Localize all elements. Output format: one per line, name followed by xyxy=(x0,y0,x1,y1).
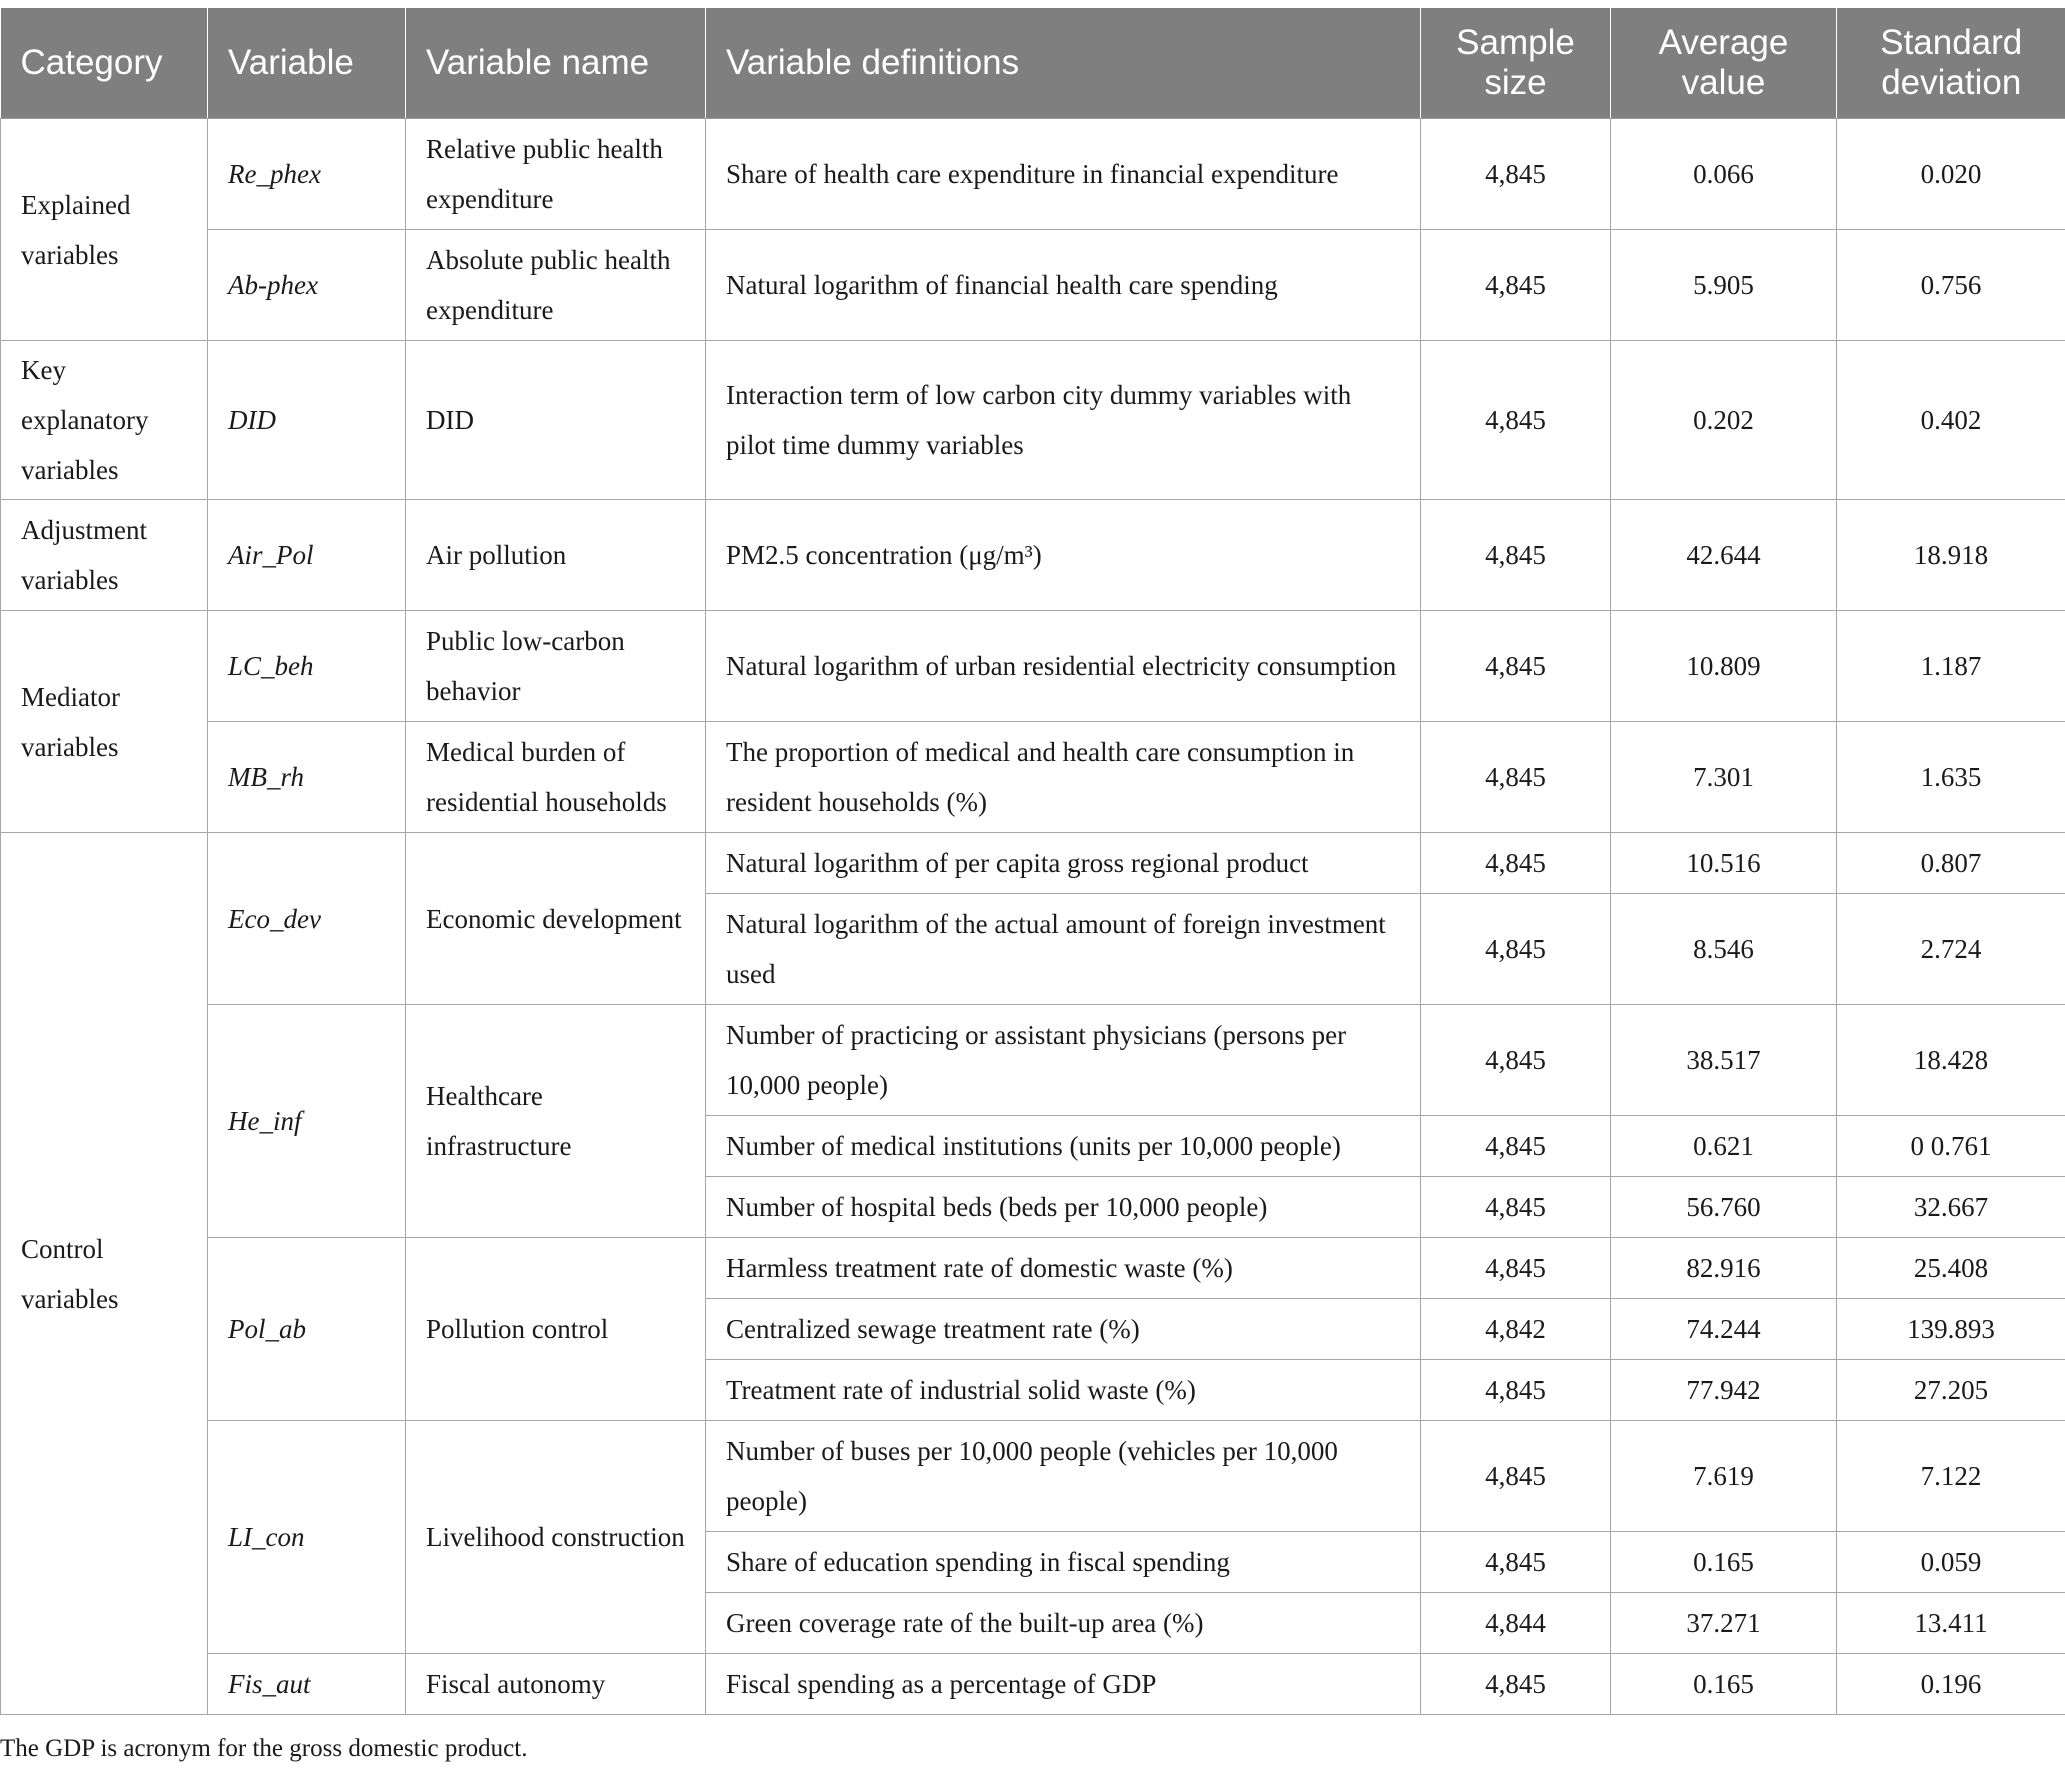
sample-size-cell: 4,845 xyxy=(1421,722,1611,833)
sample-size-cell: 4,845 xyxy=(1421,1532,1611,1593)
std-cell: 7.122 xyxy=(1837,1421,2065,1532)
sample-size-cell: 4,842 xyxy=(1421,1299,1611,1360)
table-row xyxy=(1,1654,2065,1715)
variable-name-cell: Pollution control xyxy=(406,1238,706,1421)
variable-cell: Pol_ab xyxy=(208,1238,406,1421)
average-cell: 0.165 xyxy=(1611,1532,1837,1593)
variable-name-cell: Livelihood construction xyxy=(406,1421,706,1654)
category-cell: Control variables xyxy=(1,833,208,1715)
std-cell: 139.893 xyxy=(1837,1299,2065,1360)
average-cell: 5.905 xyxy=(1611,230,1837,341)
table-row xyxy=(1,230,2065,341)
std-cell: 0.402 xyxy=(1837,341,2065,500)
variable-cell: Ab-phex xyxy=(208,230,406,341)
std-cell: 0.020 xyxy=(1837,119,2065,230)
variable-cell: LC_beh xyxy=(208,611,406,722)
average-cell: 37.271 xyxy=(1611,1593,1837,1654)
header-average: Average value xyxy=(1611,8,1837,119)
sample-size-cell: 4,845 xyxy=(1421,230,1611,341)
definition-cell: Number of practicing or assistant physicians (persons per 10,000 people) xyxy=(706,1005,1421,1116)
std-cell: 2.724 xyxy=(1837,894,2065,1005)
sample-size-cell: 4,845 xyxy=(1421,119,1611,230)
average-cell: 56.760 xyxy=(1611,1177,1837,1238)
definition-cell: Fiscal spending as a percentage of GDP xyxy=(706,1654,1421,1715)
average-cell: 74.244 xyxy=(1611,1299,1837,1360)
std-cell: 25.408 xyxy=(1837,1238,2065,1299)
average-cell: 7.301 xyxy=(1611,722,1837,833)
sample-size-cell: 4,845 xyxy=(1421,1654,1611,1715)
variable-name-cell: Air pollution xyxy=(406,500,706,611)
table-row xyxy=(1,341,2065,500)
std-cell: 18.918 xyxy=(1837,500,2065,611)
sample-size-cell: 4,844 xyxy=(1421,1593,1611,1654)
sample-size-cell: 4,845 xyxy=(1421,894,1611,1005)
header-std: Standard deviation xyxy=(1837,8,2065,119)
std-cell: 0.756 xyxy=(1837,230,2065,341)
definition-cell: Number of hospital beds (beds per 10,000 people) xyxy=(706,1177,1421,1238)
std-cell: 0 0.761 xyxy=(1837,1116,2065,1177)
variable-name-cell: Medical burden of residential households xyxy=(406,722,706,833)
sample-size-cell: 4,845 xyxy=(1421,1116,1611,1177)
average-cell: 0.165 xyxy=(1611,1654,1837,1715)
definition-cell: Share of education spending in fiscal spending xyxy=(706,1532,1421,1593)
average-cell: 10.516 xyxy=(1611,833,1837,894)
std-cell: 18.428 xyxy=(1837,1005,2065,1116)
variable-cell: Air_Pol xyxy=(208,500,406,611)
definition-cell: Natural logarithm of per capita gross regional product xyxy=(706,833,1421,894)
std-cell: 13.411 xyxy=(1837,1593,2065,1654)
table-row xyxy=(1,500,2065,611)
variable-name-cell: Fiscal autonomy xyxy=(406,1654,706,1715)
average-cell: 82.916 xyxy=(1611,1238,1837,1299)
category-cell: Key explanatory variables xyxy=(1,341,208,500)
variable-name-cell: Economic development xyxy=(406,833,706,1005)
definition-cell: Natural logarithm of urban residential electricity consumption xyxy=(706,611,1421,722)
table-row xyxy=(1,722,2065,833)
average-cell: 0.066 xyxy=(1611,119,1837,230)
average-cell: 0.202 xyxy=(1611,341,1837,500)
header-variable-name: Variable name xyxy=(406,8,706,119)
table-row xyxy=(1,833,2065,894)
category-cell: Mediator variables xyxy=(1,611,208,833)
sample-size-cell: 4,845 xyxy=(1421,1005,1611,1116)
variable-cell: He_inf xyxy=(208,1005,406,1238)
variable-cell: DID xyxy=(208,341,406,500)
table-row xyxy=(1,119,2065,230)
std-cell: 32.667 xyxy=(1837,1177,2065,1238)
std-cell: 0.196 xyxy=(1837,1654,2065,1715)
sample-size-cell: 4,845 xyxy=(1421,1238,1611,1299)
average-cell: 77.942 xyxy=(1611,1360,1837,1421)
table-footnote: The GDP is acronym for the gross domestic product. xyxy=(0,1735,528,1762)
average-cell: 8.546 xyxy=(1611,894,1837,1005)
category-cell: Adjustment variables xyxy=(1,500,208,611)
definition-cell: Interaction term of low carbon city dummy variables with pilot time dummy variables xyxy=(706,341,1421,500)
category-cell: Explained variables xyxy=(1,119,208,341)
header-definitions: Variable definitions xyxy=(706,8,1421,119)
header-sample-size: Sample size xyxy=(1421,8,1611,119)
definition-cell: Share of health care expenditure in financial expenditure xyxy=(706,119,1421,230)
sample-size-cell: 4,845 xyxy=(1421,500,1611,611)
variable-name-cell: Public low-carbon behavior xyxy=(406,611,706,722)
header-variable: Variable xyxy=(208,8,406,119)
definition-cell: Natural logarithm of the actual amount of foreign investment used xyxy=(706,894,1421,1005)
table-row xyxy=(1,1421,2065,1532)
definition-cell: Green coverage rate of the built-up area (%) xyxy=(706,1593,1421,1654)
variable-name-cell: Absolute public health expenditure xyxy=(406,230,706,341)
std-cell: 1.187 xyxy=(1837,611,2065,722)
definition-cell: Centralized sewage treatment rate (%) xyxy=(706,1299,1421,1360)
table-row xyxy=(1,1005,2065,1116)
average-cell: 10.809 xyxy=(1611,611,1837,722)
variable-cell: Eco_dev xyxy=(208,833,406,1005)
sample-size-cell: 4,845 xyxy=(1421,1177,1611,1238)
average-cell: 42.644 xyxy=(1611,500,1837,611)
definition-cell: Treatment rate of industrial solid waste (%) xyxy=(706,1360,1421,1421)
std-cell: 1.635 xyxy=(1837,722,2065,833)
descriptive-statistics-table xyxy=(0,8,2065,1715)
sample-size-cell: 4,845 xyxy=(1421,611,1611,722)
table-container xyxy=(0,8,2065,1715)
variable-cell: Re_phex xyxy=(208,119,406,230)
variable-name-cell: Healthcare infrastructure xyxy=(406,1005,706,1238)
definition-cell: Number of buses per 10,000 people (vehicles per 10,000 people) xyxy=(706,1421,1421,1532)
sample-size-cell: 4,845 xyxy=(1421,833,1611,894)
variable-cell: LI_con xyxy=(208,1421,406,1654)
definition-cell: Number of medical institutions (units per 10,000 people) xyxy=(706,1116,1421,1177)
sample-size-cell: 4,845 xyxy=(1421,1421,1611,1532)
average-cell: 38.517 xyxy=(1611,1005,1837,1116)
variable-name-cell: DID xyxy=(406,341,706,500)
std-cell: 27.205 xyxy=(1837,1360,2065,1421)
average-cell: 0.621 xyxy=(1611,1116,1837,1177)
std-cell: 0.059 xyxy=(1837,1532,2065,1593)
definition-cell: The proportion of medical and health care consumption in resident households (%) xyxy=(706,722,1421,833)
table-row xyxy=(1,1238,2065,1299)
variable-cell: Fis_aut xyxy=(208,1654,406,1715)
variable-name-cell: Relative public health expenditure xyxy=(406,119,706,230)
std-cell: 0.807 xyxy=(1837,833,2065,894)
definition-cell: Natural logarithm of financial health care spending xyxy=(706,230,1421,341)
average-cell: 7.619 xyxy=(1611,1421,1837,1532)
definition-cell: Harmless treatment rate of domestic waste (%) xyxy=(706,1238,1421,1299)
header-row xyxy=(1,8,2065,119)
variable-cell: MB_rh xyxy=(208,722,406,833)
definition-cell: PM2.5 concentration (μg/m³) xyxy=(706,500,1421,611)
sample-size-cell: 4,845 xyxy=(1421,1360,1611,1421)
table-row xyxy=(1,611,2065,722)
sample-size-cell: 4,845 xyxy=(1421,341,1611,500)
header-category: Category xyxy=(1,8,208,119)
